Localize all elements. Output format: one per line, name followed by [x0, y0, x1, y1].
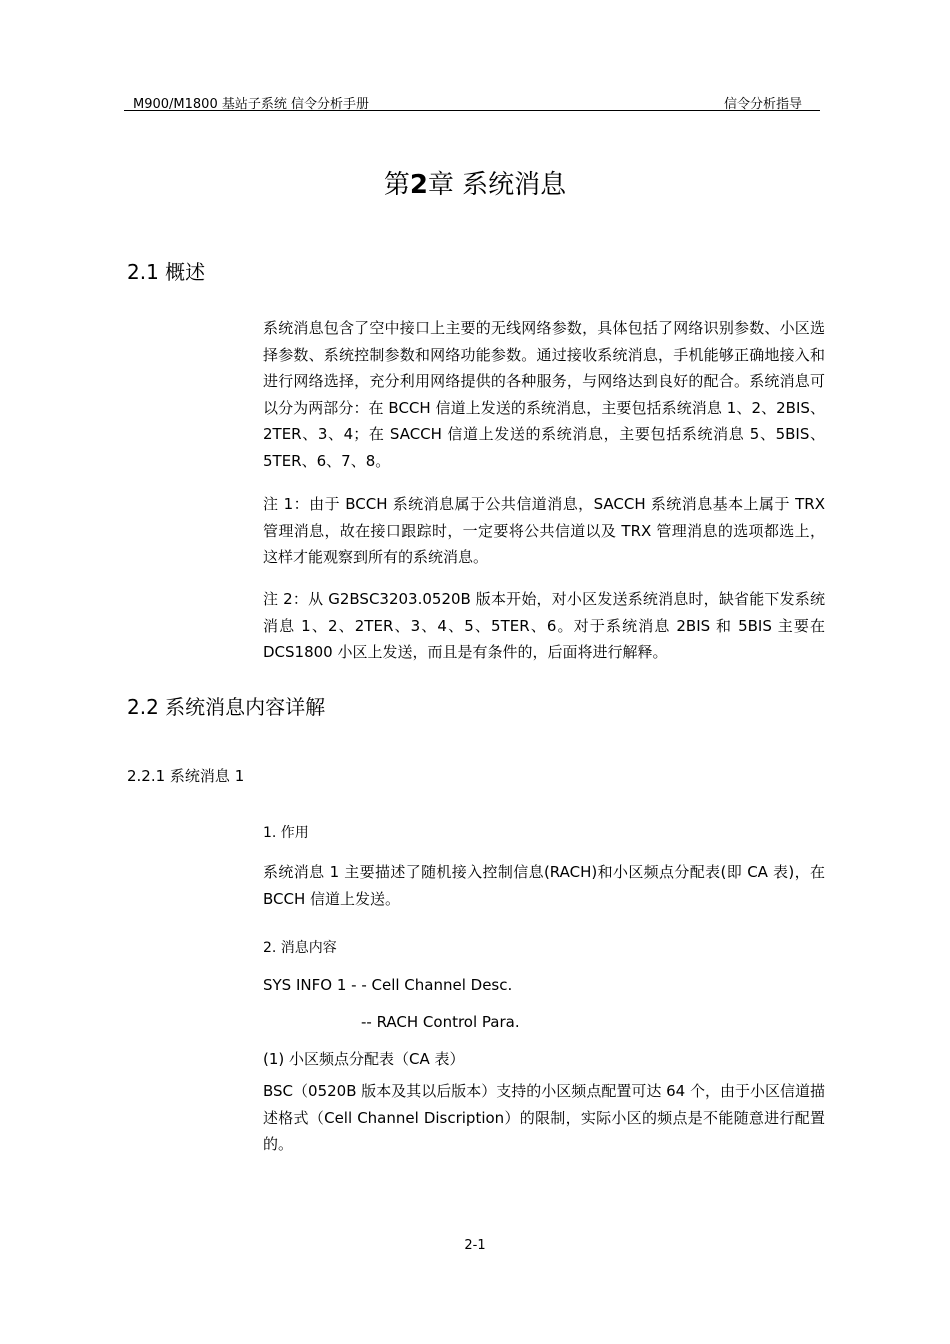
chapter-prefix: 第 [383, 170, 410, 200]
item-1-title: 1. 作用 [263, 825, 309, 841]
sub-1-title: (1) 小区频点分配表（CA 表） [263, 1050, 465, 1068]
page-number: 2-1 [464, 1238, 486, 1253]
chapter-title [0, 164, 950, 201]
item-1-text: 系统消息 1 主要描述了随机接入控制信息(RACH)和小区频点分配表(即 CA 表)，在 BCCH 信道上发送。 [263, 863, 825, 908]
overview-paragraph: 系统消息包含了空中接口上主要的无线网络参数，具体包括了网络识别参数、小区选择参数、系统控制参数和网络功能参数。通过接收系统消息，手机能够正确地接入和进行网络选择，充分利用网络提供的各种服务，与网络达到良好的配合。系统消息可以分为两部分：在 BCCH 信道上发送的系统消息，主要包括系统消息 1、2、2BIS、2TER、3、4；在 SACCH 信道上发送的系统消息，主要包括系统消息 5、5BIS、5TER、6、7、8。 [263, 319, 825, 470]
code-line-2: -- RACH Control Para. [361, 1013, 520, 1031]
sub-1-text: BSC（0520B 版本及其以后版本）支持的小区频点配置可达 64 个，由于小区信道描述格式（Cell Channel Discription）的限制，实际小区的频点是不能随意进行配置的。 [263, 1082, 825, 1153]
section-2-2-1-heading: 2.2.1 系统消息 1 [127, 767, 245, 785]
section-2-2-heading: 2.2 系统消息内容详解 [127, 695, 326, 719]
section-2-1-heading: 2.1 概述 [127, 260, 206, 284]
chapter-suffix: 章 系统消息 [427, 170, 567, 200]
code-line-1: SYS INFO 1 - - Cell Channel Desc. [263, 976, 513, 994]
item-2-title: 2. 消息内容 [263, 940, 337, 956]
chapter-number: 2 [409, 170, 428, 200]
header-doc-title: M900/M1800 基站子系统 信令分析手册 [133, 97, 369, 112]
note-1: 注 1：由于 BCCH 系统消息属于公共信道消息，SACCH 系统消息基本上属于 TRX 管理消息，故在接口跟踪时，一定要将公共信道以及 TRX 管理消息的选项都选上，这样才能观察到所有的系统消息。 [263, 495, 825, 566]
header-section-title: 信令分析指导 [724, 97, 803, 112]
note-2: 注 2：从 G2BSC3203.0520B 版本开始，对小区发送系统消息时，缺省能下发系统消息 1、2、2TER、3、4、5、5TER、6。对于系统消息 2BIS 和 5BIS 主要在 DCS1800 小区上发送，而且是有条件的，后面将进行解释。 [263, 590, 825, 661]
header-rule [124, 110, 820, 111]
